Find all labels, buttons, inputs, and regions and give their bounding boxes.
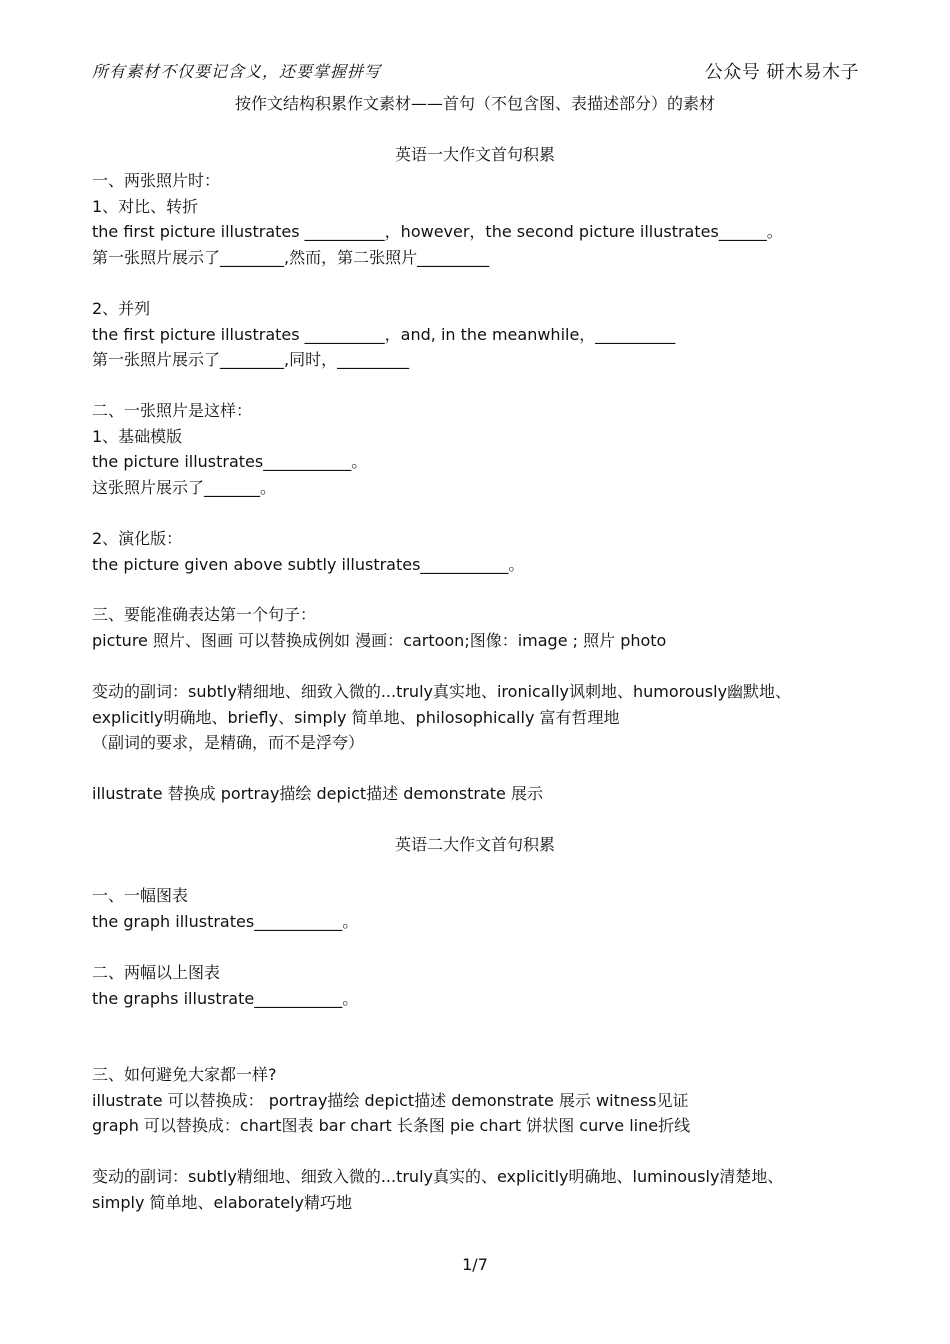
s1-line-14: 三、要能准确表达第一个句子： [92, 605, 317, 624]
s1-line-1: 一、两张照片时： [92, 171, 221, 190]
s1-line-19: illustrate 替换成 portray描绘 depict描述 demonstrate 展示 [92, 784, 543, 803]
s1-line-6: the first picture illustrates __________，and, in the meanwhile，__________ [92, 325, 676, 344]
s2-line-6: illustrate 可以替换成： portray描绘 depict描述 demonstrate 展示 witness见证 [92, 1091, 689, 1110]
s1-line-15: picture 照片、图画 可以替换成例如 漫画：cartoon;图像：image ; 照片 photo [92, 631, 667, 650]
s1-line-4: 第一张照片展示了________,然而，第二张照片_________ [92, 248, 490, 267]
s2-line-1: 一、一幅图表 [92, 886, 189, 905]
s2-line-2: the graph illustrates___________。 [92, 912, 359, 931]
s1-line-9: 1、基础模版 [92, 427, 183, 446]
s1-line-7: 第一张照片展示了________,同时，_________ [92, 350, 410, 369]
s1-line-18: （副词的要求，是精确，而不是浮夸） [92, 733, 365, 752]
s2-line-8: 变动的副词：subtly精细地、细致入微的...truly真实的、explicitly明确地、luminously清楚地、 [92, 1167, 784, 1186]
s1-line-11: 这张照片展示了_______。 [92, 478, 277, 497]
page-title: 按作文结构积累作文素材——首句（不包含图、表描述部分）的素材 [234, 94, 715, 113]
s1-line-2: 1、对比、转折 [92, 197, 199, 216]
s1-line-8: 二、一张照片是这样： [92, 401, 253, 420]
s2-line-9: simply 简单地、elaborately精巧地 [92, 1193, 352, 1212]
page-number: 1/7 [462, 1255, 488, 1274]
s2-line-5: 三、如何避免大家都一样? [92, 1065, 277, 1084]
s1-line-16: 变动的副词：subtly精细地、细致入微的...truly真实地、ironically讽刺地、humorously幽默地、 [92, 682, 792, 701]
header-right-note: 公众号 研木易木子 [704, 62, 859, 83]
section1-heading: 英语一大作文首句积累 [394, 145, 555, 164]
s2-line-7: graph 可以替换成：chart图表 bar chart 长条图 pie chart 饼状图 curve line折线 [92, 1116, 691, 1135]
s1-line-13: the picture given above subtly illustrates___________。 [92, 555, 525, 574]
header-left-note: 所有素材不仅要记含义，还要掌握拼写 [92, 62, 382, 81]
s2-line-3: 二、两幅以上图表 [92, 963, 221, 982]
s2-line-4: the graphs illustrate___________。 [92, 989, 359, 1008]
s1-line-12: 2、演化版： [92, 529, 183, 548]
s1-line-3: the first picture illustrates __________，however，the second picture illustrates______。 [92, 222, 783, 241]
s1-line-10: the picture illustrates___________。 [92, 452, 368, 471]
s1-line-5: 2、并列 [92, 299, 151, 318]
section2-heading: 英语二大作文首句积累 [394, 835, 555, 854]
s1-line-17: explicitly明确地、briefly、simply 简单地、philosophically 富有哲理地 [92, 708, 620, 727]
